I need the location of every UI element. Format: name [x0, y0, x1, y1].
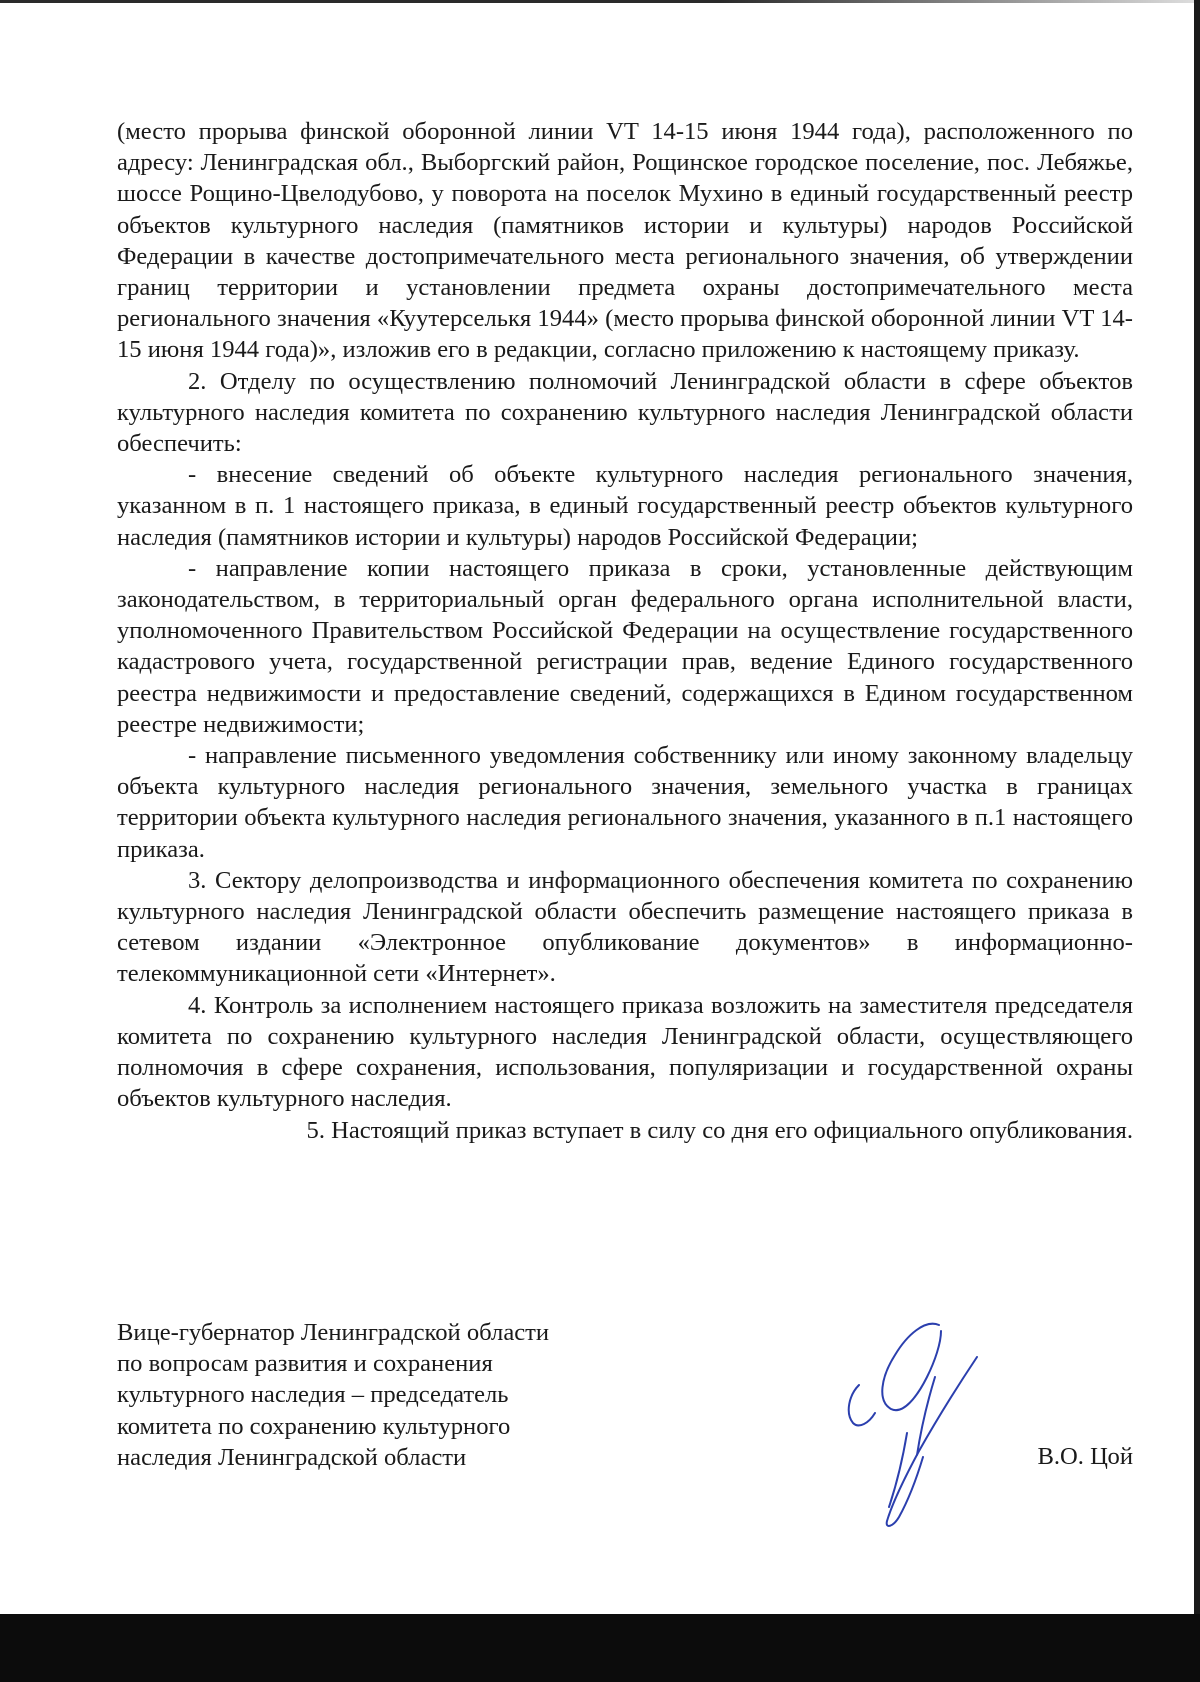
signer-title-line: комитета по сохранению культурного [117, 1412, 511, 1440]
paragraph-5: 5. Настоящий приказ вступает в силу со дня его официального опубликования. [306, 1116, 1133, 1144]
signature-block [117, 1317, 1133, 1537]
paragraph-2-item-a: - внесение сведений об объекте культурного наследия регионального значения, указанном в п. 1 настоящего приказа, в единый государственный реестр объектов культурного наследия (памятников истории и культуры) народов Российской Федерации; [117, 461, 1133, 551]
scan-right-edge [1194, 0, 1200, 1682]
handwritten-signature [837, 1317, 997, 1537]
paragraph-1-continuation: (место прорыва финской оборонной линии VT 14-15 июня 1944 года), расположенного по адресу: Ленинградская обл., Выборгский район, Рощинское городское поселение, пос. Лебяжье, шоссе Рощино-Цвелодубово, у поворота на поселок Мухино в единый государственный реестр объектов культурного наследия (памятников истории и культуры) народов Российской Федерации в качестве достопримечательного места регионального значения, об утверждении границ территории и установлении предмета охраны достопримечательного места регионального значения «Куутерселькя 1944» (место прорыва финской оборонной линии VT 14-15 июня 1944 года)», изложив его в редакции, согласно приложению к настоящему приказу. [117, 118, 1133, 364]
paragraph-2-item-b: - направление копии настоящего приказа в сроки, установленные действующим законодательством, в территориальный орган федерального органа исполнительной власти, уполномоченного Правительством Российской Федерации на осуществление государственного кадастрового учета, государственной регистрации прав, ведение Единого государственного реестра недвижимости и предоставление сведений, содержащихся в Едином государственном реестре недвижимости; [117, 554, 1133, 738]
paragraph-3: 3. Сектору делопроизводства и информационного обеспечения комитета по сохранению культурного наследия Ленинградской области обеспечить размещение настоящего приказа в сетевом издании «Электронное опубликование документов» в информационно-телекоммуникационной сети «Интернет». [117, 866, 1133, 988]
paragraph-2: 2. Отделу по осуществлению полномочий Ленинградской области в сфере объектов культурного наследия комитета по сохранению культурного наследия Ленинградской области обеспечить: [117, 367, 1133, 458]
signer-title-line: наследия Ленинградской области [117, 1443, 467, 1471]
signer-title [117, 1317, 637, 1473]
paragraph-4: 4. Контроль за исполнением настоящего приказа возложить на заместителя председателя комитета по сохранению культурного наследия Ленинградской области, осуществляющего полномочия в сфере сохранения, использования, популяризации и государственной охраны объектов культурного наследия. [117, 991, 1133, 1113]
paragraph-2-item-c: - направление письменного уведомления собственнику или иному законному владельцу объекта культурного наследия регионального значения, земельного участка в границах территории объекта культурного наследия регионального значения, указанного в п.1 настоящего приказа. [117, 742, 1133, 863]
document-body [117, 116, 1133, 1146]
signer-title-line: по вопросам развития и сохранения [117, 1350, 493, 1378]
scan-bottom-edge [0, 1614, 1200, 1682]
signer-name: В.О. Цой [1037, 1443, 1133, 1470]
signer-title-line: культурного наследия – председатель [117, 1381, 509, 1409]
signer-title-line: Вице-губернатор Ленинградской области [117, 1319, 550, 1346]
scan-top-edge [0, 0, 1200, 3]
